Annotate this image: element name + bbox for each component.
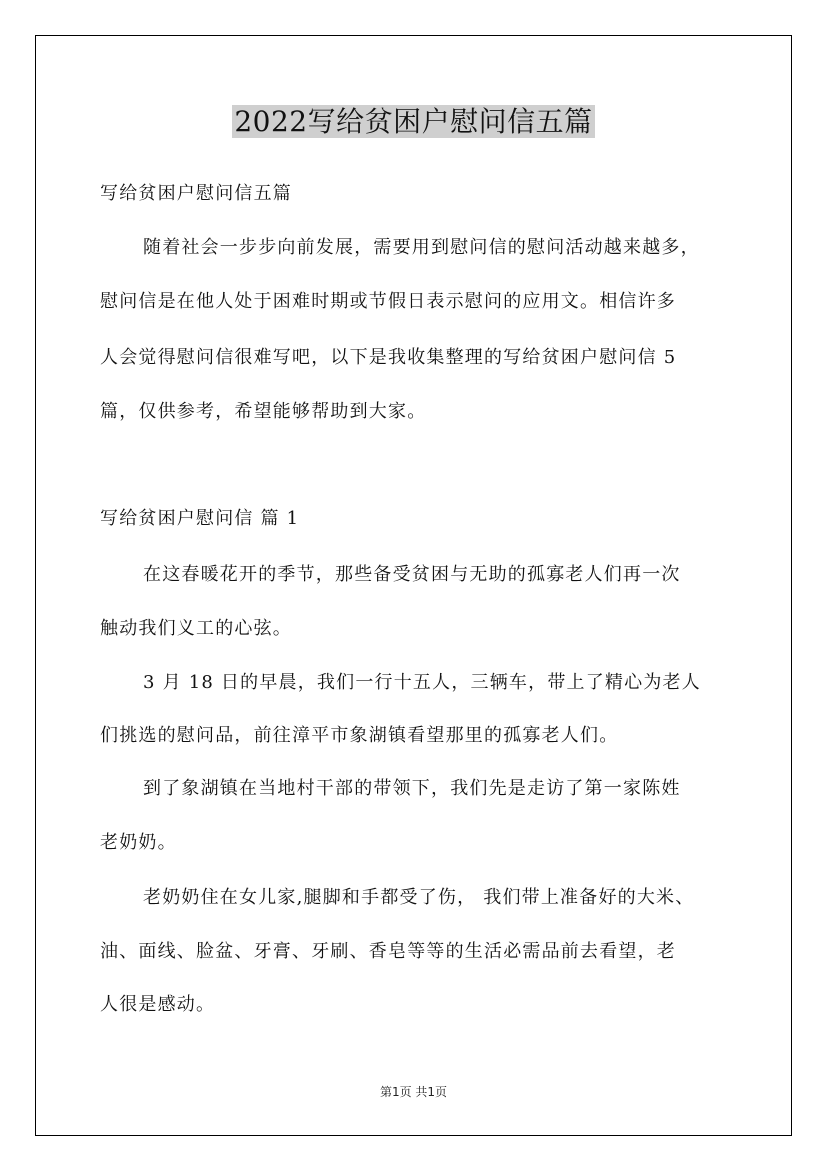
document-title-text: 2022写给贫困户慰问信五篇 xyxy=(234,105,593,138)
body-line: 在这春暖花开的季节，那些备受贫困与无助的孤寡老人们再一次 xyxy=(143,564,681,585)
intro-line: 篇，仅供参考，希望能够帮助到大家。 xyxy=(100,401,427,422)
body-line: 油、面线、脸盆、牙膏、牙刷、香皂等等的生活必需品前去看望，老 xyxy=(100,941,676,962)
body-line: 3 月 18 日的早晨，我们一行十五人，三辆车，带上了精心为老人 xyxy=(143,672,701,693)
body-line: 人很是感动。 xyxy=(100,994,216,1015)
intro-line: 随着社会一步步向前发展，需要用到慰问信的慰问活动越来越多， xyxy=(143,237,700,258)
section-heading: 写给贫困户慰问信 篇 1 xyxy=(100,508,300,529)
document-subtitle: 写给贫困户慰问信五篇 xyxy=(100,183,292,204)
intro-line: 慰问信是在他人处于困难时期或节假日表示慰问的应用文。相信许多 xyxy=(100,291,676,312)
intro-line: 人会觉得慰问信很难写吧，以下是我收集整理的写给贫困户慰问信 5 xyxy=(100,347,677,368)
body-line: 老奶奶。 xyxy=(100,832,177,853)
body-line: 到了象湖镇在当地村干部的带领下，我们先是走访了第一家陈姓 xyxy=(143,778,681,799)
body-line: 触动我们义工的心弦。 xyxy=(100,618,292,639)
page-number: 第1页 共1页 xyxy=(379,1085,448,1099)
body-line: 们挑选的慰问品，前往漳平市象湖镇看望那里的孤寡老人们。 xyxy=(100,725,619,746)
body-line: 老奶奶住在女儿家,腿脚和手都受了伤， 我们带上准备好的大米、 xyxy=(143,887,695,908)
document-title xyxy=(0,100,827,144)
